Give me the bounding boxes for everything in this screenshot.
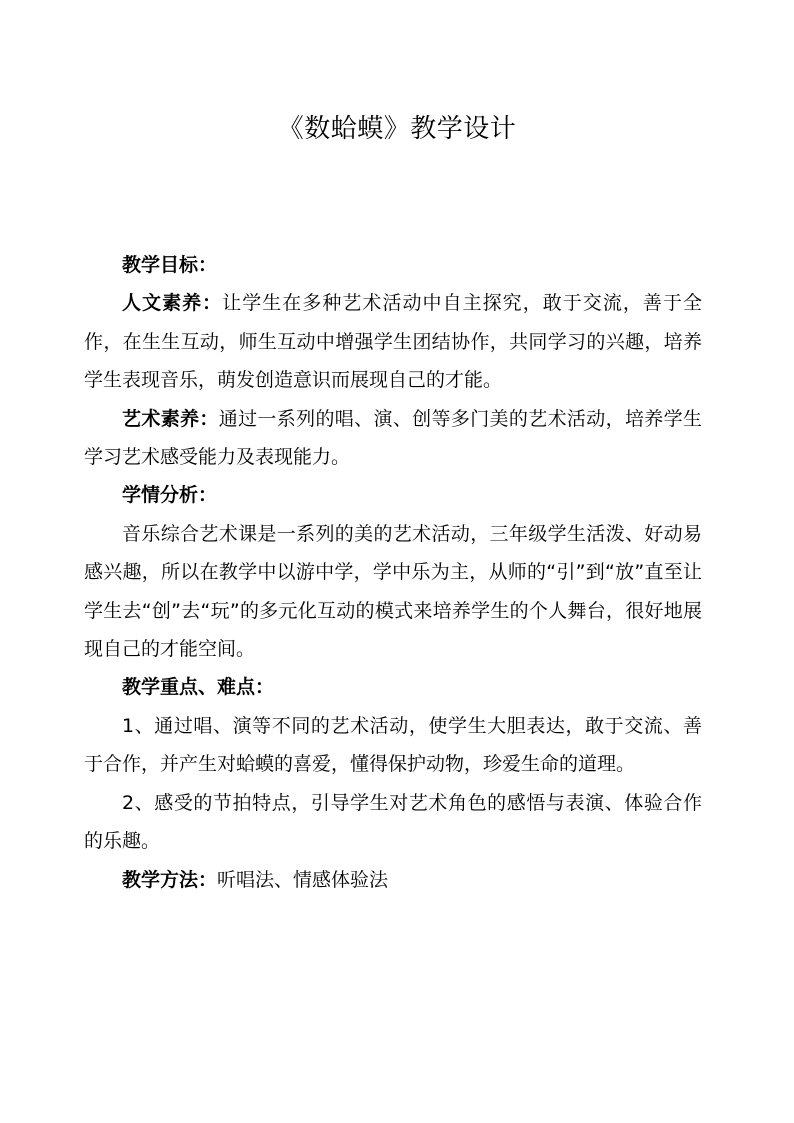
focus-item-2: 2、感受的节拍特点，引导学生对艺术角色的感悟与表演、体验合作的乐趣。 <box>84 791 702 853</box>
analysis-heading: 学情分析： <box>122 484 218 507</box>
document-body <box>84 246 702 899</box>
focus-item-1: 1、通过唱、演等不同的艺术活动，使学生大胆表达，敢于交流、善于合作，并产生对蛤蟆的喜爱，懂得保护动物，珍爱生命的道理。 <box>84 714 702 776</box>
focus-heading: 教学重点、难点： <box>122 676 275 699</box>
arts-text: 通过一系列的唱、演、创等多门美的艺术活动，培养学生学习艺术感受能力及表现能力。 <box>84 407 702 469</box>
goals-heading: 教学目标： <box>122 254 218 276</box>
humanities-paragraph <box>84 284 702 399</box>
method-text: 听唱法、情感体验法 <box>217 868 389 891</box>
method-label: 教学方法： <box>122 868 218 891</box>
page-title: 《数蛤蟆》教学设计 <box>277 114 517 144</box>
analysis-text: 音乐综合艺术课是一系列的美的艺术活动，三年级学生活泼、好动易感兴趣，所以在教学中以游中学，学中乐为主，从师的“引”到“放”直至让学生去“创”去“玩”的多元化互动的模式来培养学生的个人舞台，很好地展现自己的才能空间。 <box>84 522 702 661</box>
humanities-label: 人文素养： <box>122 292 223 315</box>
method-paragraph <box>84 861 702 899</box>
arts-paragraph <box>84 400 702 477</box>
arts-label: 艺术素养： <box>122 407 219 430</box>
humanities-text: 让学生在多种艺术活动中自主探究，敢于交流，善于全作，在生生互动，师生互动中增强学生团结协作，共同学习的兴趣，培养学生表现音乐，萌发创造意识而展现自己的才能。 <box>84 292 702 392</box>
